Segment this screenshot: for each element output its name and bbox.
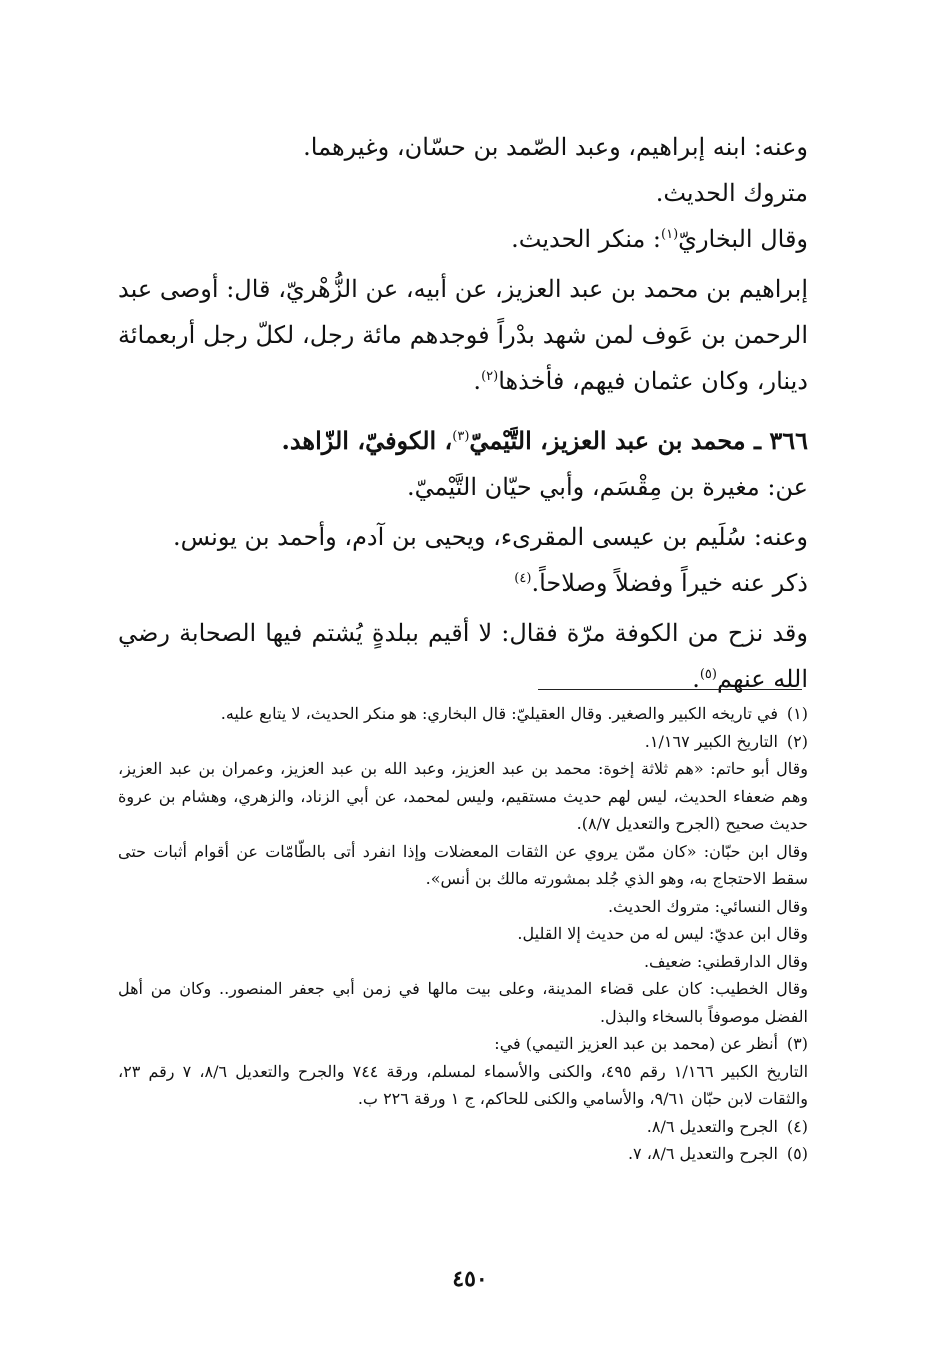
entry-heading bbox=[118, 418, 808, 464]
text-line-students-of-previous: وعنه: ابنه إبراهيم، وعبد الصّمد بن حسّان، وغيرهما. bbox=[303, 133, 808, 161]
footnote-text: الجرح والتعديل ٨/٦. bbox=[646, 1116, 778, 1136]
entry-students: وعنه: سُلَيم بن عيسى المقرىء، ويحيى بن آدم، وأحمد بن يونس. bbox=[172, 523, 808, 551]
footnote-ref-2[interactable]: (٢) bbox=[481, 369, 499, 384]
footnote-2-abu-hatim: وقال أبو حاتم: «هم ثلاثة إخوة: محمد بن عبد العزيز، وعبد الله بن عبد العزيز، وعمران بن عبد العزيز، وهم ضعفاء الحديث، ليس لهم حديث مستقيم، وليس لمحمد، عن أبي الزناد، والزهري، وهشام بن عروة حديث صحيح (الجرح والتعديل ٨/٧). bbox=[118, 759, 808, 833]
bukhari-verdict: : منكر الحديث. bbox=[511, 225, 662, 253]
praise-text: ذكر عنه خيراً وفضلاً وصلاحاً. bbox=[531, 569, 808, 597]
footnote-number: (٤) bbox=[786, 1116, 808, 1136]
entry-title: ٣٦٦ ـ محمد بن عبد العزيز، التَّيْميّ bbox=[469, 426, 808, 455]
main-text bbox=[118, 124, 808, 702]
footnote-number: (٢) bbox=[786, 731, 808, 751]
text-line-matruk: متروك الحديث. bbox=[655, 179, 808, 207]
footnote-5 bbox=[118, 1140, 808, 1168]
footnote-number: (١) bbox=[786, 704, 808, 723]
footnote-ref-3[interactable]: (٣) bbox=[452, 429, 470, 444]
footnote-ref-5[interactable]: (٥) bbox=[699, 667, 717, 682]
footnote-text: أنظر عن (محمد بن عبد العزيز التيمي) في: bbox=[494, 1034, 778, 1053]
hadith-paragraph bbox=[118, 266, 808, 404]
footnote-4 bbox=[118, 1113, 808, 1141]
footnote-3 bbox=[118, 1030, 808, 1058]
footnote-2-ibn-adi: وقال ابن عديّ: ليس له من حديث إلا القليل. bbox=[517, 924, 808, 943]
hadith-text: إبراهيم بن محمد بن عبد العزيز، عن أبيه، عن الزُّهْريّ، قال: أوصى عبد الرحمن بن عَوف لمن شهد بدْراً فوجدهم مائة رجل، لكلّ رجل أربعمائة دينار، وكان عثمان فيهم، فأخذها bbox=[118, 275, 808, 395]
story-end: . bbox=[692, 665, 700, 693]
footnote-text: الجرح والتعديل ٨/٦، ٧. bbox=[627, 1144, 778, 1163]
footnote-text: في تاريخه الكبير والصغير. وقال العقيليّ: قال البخاري: هو منكر الحديث، لا يتابع عليه. bbox=[220, 704, 778, 723]
text-line-bukhari bbox=[118, 216, 808, 262]
hadith-end: . bbox=[473, 367, 482, 395]
entry-teachers: عن: مغيرة بن مِقْسَم، وأبي حيّان التَّيْميّ. bbox=[407, 473, 808, 501]
footnote-number: (٣) bbox=[786, 1034, 808, 1053]
story-text: وقد نزح من الكوفة مرّة فقال: لا أقيم ببلدةٍ يُشتم فيها الصحابة رضي الله عنهم bbox=[118, 619, 808, 693]
footnote-text: التاريخ الكبير ١/١٦٧. bbox=[644, 731, 778, 751]
footnote-2-ibn-hibban: وقال ابن حبّان: «كان ممّن يروي عن الثقات المعضلات وإذا انفرد أتى بالطّامّات عن أقوام أثبات حتى سقط الاحتجاج به، وهو الذي جُلد بمشورته مالك بن أنس». bbox=[118, 841, 808, 888]
footnote-3-sources: التاريخ الكبير ١/١٦٦ رقم ٤٩٥، والكنى والأسماء لمسلم، ورقة ٧٤٤ والجرح والتعديل ٨/٦، ٧ رقم ٢٣، والثقات لابن حبّان ٩/٦١، والأسامي والكنى للحاكم، ج ١ ورقة ٢٢٦ ب. bbox=[118, 1061, 809, 1108]
footnote-separator bbox=[538, 689, 802, 690]
bukhari-label: وقال البخاريّ bbox=[678, 225, 808, 253]
footnote-2-nasai: وقال النسائي: متروك الحديث. bbox=[607, 896, 808, 916]
footnote-number: (٥) bbox=[786, 1144, 808, 1163]
footnote-2-khatib: وقال الخطيب: كان على قضاء المدينة، وعلى بيت مالها في زمن أبي جعفر المنصور.. وكان من أهل الفضل موصوفاً بالسخاء والبذل. bbox=[118, 979, 808, 1026]
footnotes bbox=[118, 700, 808, 1168]
page-number: ٤٥٠ bbox=[452, 1266, 488, 1292]
footnote-ref-4[interactable]: (٤) bbox=[514, 571, 532, 586]
footnote-2 bbox=[118, 728, 808, 756]
footnote-1 bbox=[118, 700, 808, 728]
entry-praise bbox=[118, 560, 808, 606]
footnote-2-daraqutni: وقال الدارقطني: ضعيف. bbox=[643, 951, 808, 971]
entry-title-rest: ، الكوفيّ، الزّاهد. bbox=[281, 426, 453, 455]
footnote-ref-1[interactable]: (١) bbox=[661, 227, 679, 242]
